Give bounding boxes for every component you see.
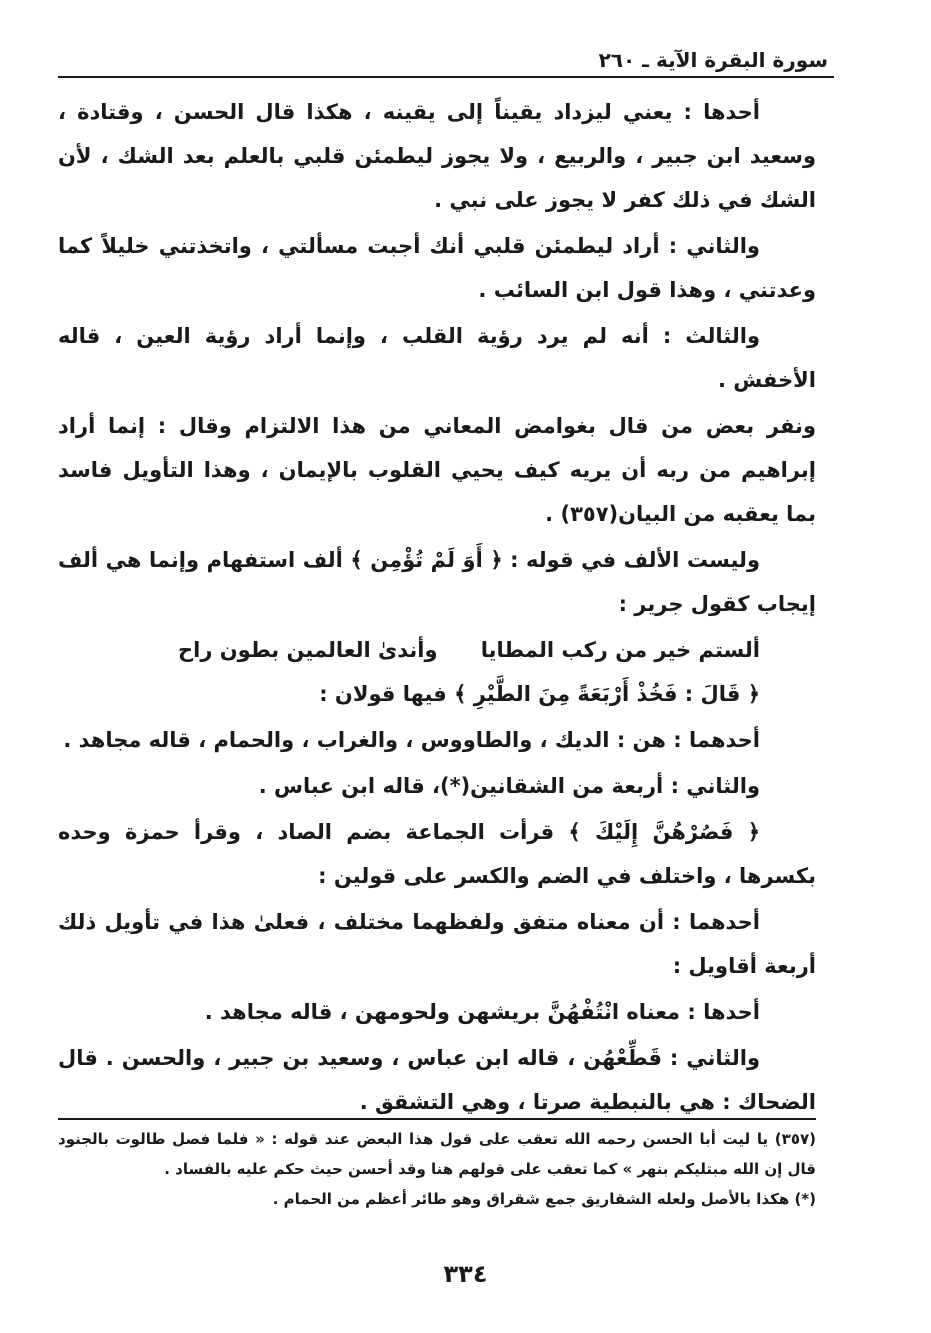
running-header bbox=[58, 42, 834, 78]
poem-first-hemistich: ألستم خير من ركب المطايا bbox=[480, 638, 760, 662]
paragraph: وليست الألف في قوله : ﴿ أَوَ لَمْ تُؤْمِن ﴾ ألف استفهام وإنما هي ألف إيجاب كقول جرير : bbox=[58, 548, 816, 616]
footnotes bbox=[58, 1118, 816, 1214]
poem-second-hemistich: وأندىٰ العالمين بطون راح bbox=[178, 638, 438, 662]
surah-verse-title: سورة البقرة الآية ـ ٢٦٠ bbox=[598, 48, 828, 72]
paragraph: أحدهما : أن معناه متفق ولفظهما مختلف ، فعلىٰ هذا في تأويل ذلك أربعة أقاويل : bbox=[58, 910, 816, 978]
paragraph: والثاني : قَطِّعْهُن ، قاله ابن عباس ، وسعيد بن جبير ، والحسن . قال الضحاك : هي بالنبطية صرتا ، وهي التشقق . bbox=[58, 1046, 816, 1114]
page-number: ٣٣٤ bbox=[443, 1260, 488, 1288]
paragraph: أحدها : يعني ليزداد يقيناً إلى يقينه ، هكذا قال الحسن ، وقتادة ، وسعيد ابن جبير ، والربيع ، ولا يجوز ليطمئن قلبي بالعلم بعد الشك ، لأن الشك في ذلك كفر لا يجوز على نبي . bbox=[58, 100, 816, 212]
paragraph: أحدهما : هن : الديك ، والطاووس ، والغراب ، والحمام ، قاله مجاهد . bbox=[63, 728, 760, 752]
poem-verse bbox=[58, 628, 816, 672]
footnote: (٣٥٧) يا ليت أبا الحسن رحمه الله تعقب على قول هذا البعض عند قوله : « فلما فصل طالوت بالجنود قال إن الله مبتليكم بنهر » كما تعقب على قولهم هنا وقد أحسن حيث حكم عليه بالفساد . bbox=[58, 1130, 816, 1178]
paragraph: والثالث : أنه لم يرد رؤية القلب ، وإنما أراد رؤية العين ، قاله الأخفش . bbox=[58, 324, 816, 392]
paragraph: ونفر بعض من قال بغوامض المعاني من هذا الالتزام وقال : إنما أراد إبراهيم من ربه أن يريه كيف يحيي القلوب بالإيمان ، وهذا التأويل فاسد بما يعقبه من البيان(٣٥٧) . bbox=[58, 414, 816, 526]
paragraph: ﴿ فَصُرْهُنَّ إِلَيْكَ ﴾ قرأت الجماعة بضم الصاد ، وقرأ حمزة وحده بكسرها ، واختلف في الضم والكسر على قولين : bbox=[58, 820, 816, 888]
main-text bbox=[58, 90, 816, 1126]
paragraph: والثاني : أراد ليطمئن قلبي أنك أجبت مسألتي ، واتخذتني خليلاً كما وعدتني ، وهذا قول ابن السائب . bbox=[58, 234, 816, 302]
footnote: (*) هكذا بالأصل ولعله الشقاريق جمع شقراق وهو طائر أعظم من الحمام . bbox=[272, 1190, 816, 1208]
paragraph: والثاني : أربعة من الشقانين(*)، قاله ابن عباس . bbox=[258, 774, 760, 798]
paragraph: أحدها : معناه انْتُفْهُنَّ بريشهن ولحومهن ، قاله مجاهد . bbox=[204, 1000, 760, 1024]
paragraph: ﴿ قَالَ : فَخُذْ أَرْبَعَةً مِنَ الطَّيْرِ ﴾ فيها قولان : bbox=[319, 682, 760, 706]
